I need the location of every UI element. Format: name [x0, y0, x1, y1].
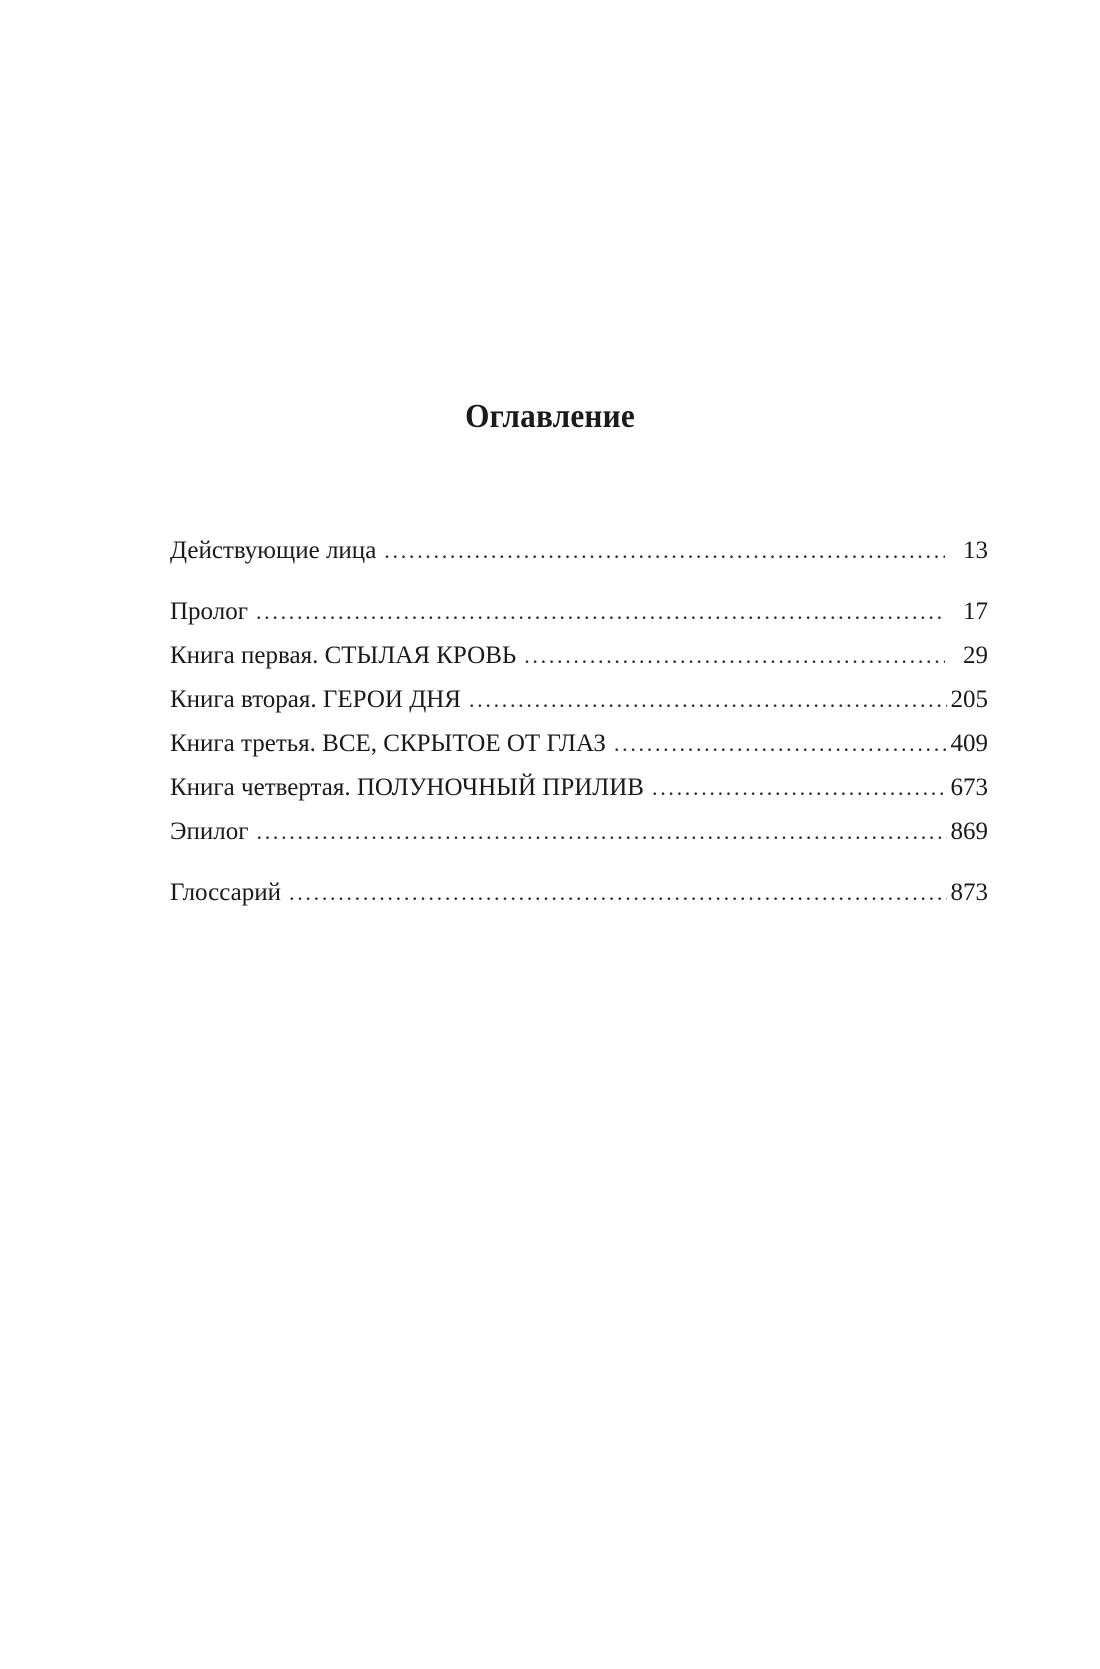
dot-leader — [257, 815, 947, 849]
toc-entry-book-three[interactable] — [170, 727, 988, 761]
toc-entry-book-one[interactable] — [170, 639, 988, 673]
toc-entry-prologue[interactable] — [170, 595, 988, 629]
dot-leader — [652, 771, 947, 805]
dot-leader — [614, 727, 947, 761]
dot-leader — [256, 595, 945, 629]
toc-entry-page: 673 — [950, 774, 988, 801]
toc-entry-page: 17 — [963, 598, 988, 625]
toc-entry-book-four[interactable] — [170, 771, 988, 805]
toc-entry-page: 29 — [963, 642, 988, 669]
toc-entry-label: Книга вторая. ГЕРОИ ДНЯ — [170, 686, 461, 713]
dot-leader — [524, 639, 945, 673]
toc-entry-label: Глоссарий — [170, 879, 282, 906]
toc-entry-label: Книга третья. ВСЕ, СКРЫТОЕ ОТ ГЛАЗ — [170, 730, 606, 757]
page-title: Оглавление — [465, 398, 635, 435]
toc-entry-label: Действующие лица — [170, 537, 377, 564]
dot-leader — [384, 534, 945, 568]
toc-entry-dramatis-personae[interactable] — [170, 534, 988, 568]
toc-entry-page: 13 — [963, 537, 988, 564]
toc-entry-book-two[interactable] — [170, 683, 988, 717]
toc-entry-label: Пролог — [170, 598, 248, 625]
toc-entry-page: 409 — [950, 730, 988, 757]
toc-entry-page: 869 — [950, 818, 988, 845]
toc-entry-label: Книга первая. СТЫЛАЯ КРОВЬ — [170, 642, 517, 669]
toc-entry-label: Эпилог — [170, 818, 249, 845]
toc-entry-epilogue[interactable] — [170, 815, 988, 849]
dot-leader — [469, 683, 947, 717]
toc-entry-label: Книга четвертая. ПОЛУНОЧНЫЙ ПРИЛИВ — [170, 774, 644, 801]
toc-entry-page: 873 — [950, 879, 988, 906]
toc-entry-page: 205 — [950, 686, 988, 713]
toc-entry-glossary[interactable] — [170, 876, 988, 910]
dot-leader — [289, 876, 946, 910]
